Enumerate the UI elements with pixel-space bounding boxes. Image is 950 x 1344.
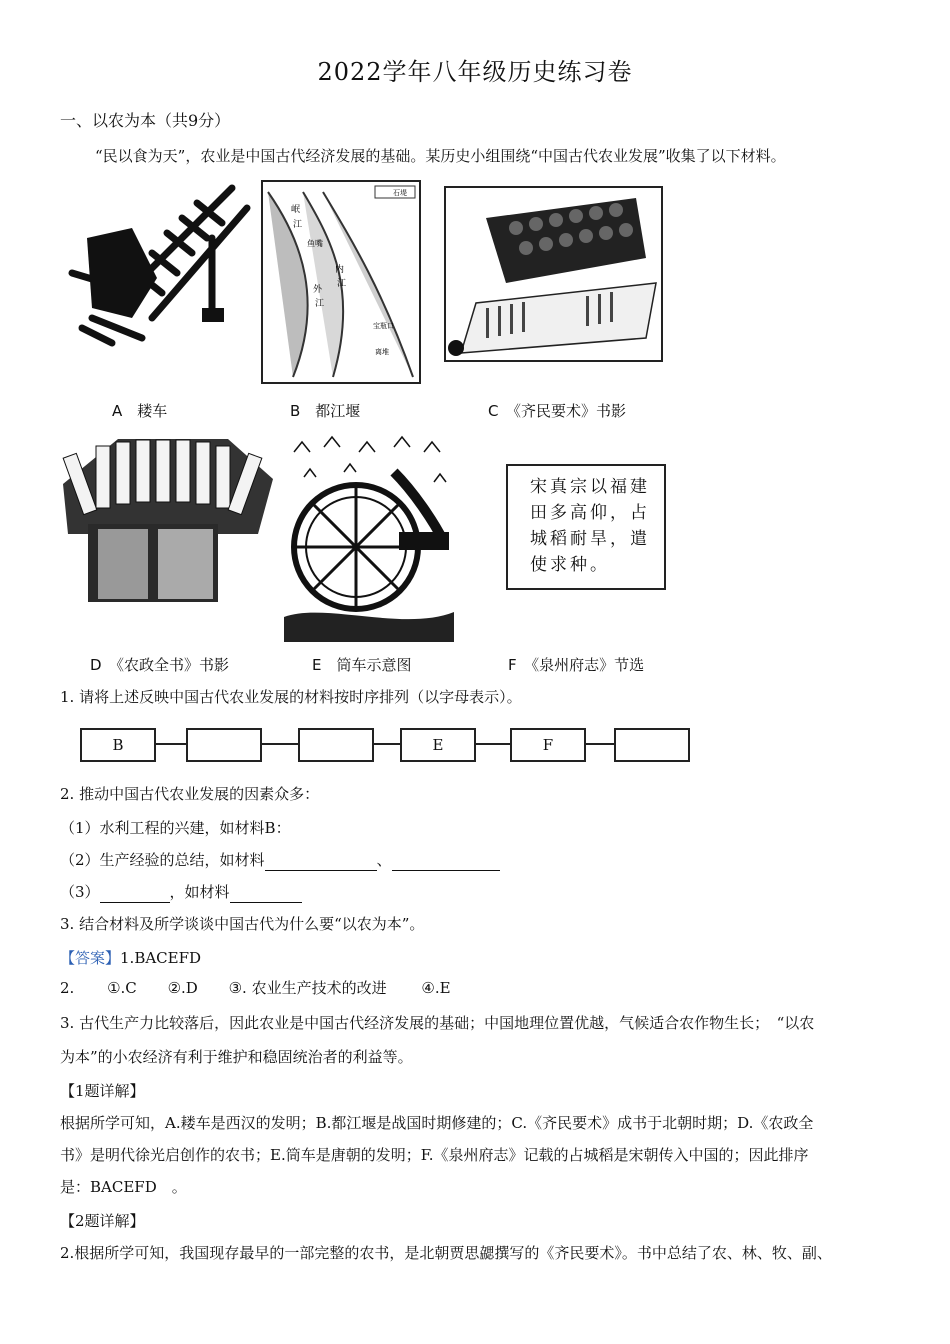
answer-blank-2[interactable] (392, 854, 500, 871)
svg-text:鱼嘴: 鱼嘴 (307, 239, 323, 248)
detail-2-heading: 【2题详解】 (60, 1212, 145, 1230)
sequence-box-1[interactable]: B (80, 728, 156, 762)
svg-text:宝瓶口: 宝瓶口 (373, 322, 394, 330)
answer-blank-4[interactable] (230, 886, 302, 903)
intro-paragraph: “民以食为天”，农业是中国古代经济发展的基础。某历史小组围绕“中国古代农业发展”收集了以下材料。 (95, 147, 786, 165)
material-b-caption: B 都江堰 (290, 402, 361, 420)
dujiangyan-map-icon (263, 182, 419, 382)
material-f-caption: F 《泉州府志》节选 (508, 656, 645, 674)
answer-blank-3[interactable] (100, 886, 170, 903)
page-title: 2022学年八年级历史练习卷 (317, 58, 633, 86)
question-2: 2. 推动中国古代农业发展的因素众多： (60, 785, 320, 803)
material-f-text: 宋真宗以福建田多高仰，占城稻耐旱，遣使求种。 (530, 477, 650, 575)
answer-3-line-2: 为本”的小农经济有利于维护和稳固统治者的利益等。 (60, 1048, 413, 1066)
book-scroll-icon (446, 188, 661, 360)
question-2-1: （1）水利工程的兴建，如材料B： (60, 819, 291, 837)
material-e-image (284, 432, 454, 642)
material-d-image (58, 434, 276, 606)
map-legend-text: 石堤 (393, 189, 407, 197)
detail-2-line-1: 2.根据所学可知，我国现存最早的一部完整的农书，是北朝贾思勰撰写的《齐民要术》。书中总结了农、林、牧、副、 (60, 1244, 832, 1262)
sequence-box-3[interactable] (298, 728, 374, 762)
material-b-image (261, 180, 421, 384)
svg-text:离堆: 离堆 (375, 348, 389, 356)
svg-text:内: 内 (335, 265, 345, 275)
sequence-box-5[interactable]: F (510, 728, 586, 762)
water-wheel-icon (284, 432, 454, 642)
seed-drill-icon (62, 178, 252, 388)
detail-1-line-2: 书》是明代徐光启创作的农书；E.筒车是唐朝的发明；F.《泉州府志》记载的占城稻是宋朝传入中国的；因此排序 (60, 1146, 809, 1164)
answer-blank-1[interactable] (265, 854, 377, 871)
material-a-caption: A 耧车 (112, 402, 168, 420)
sequence-box-2[interactable] (186, 728, 262, 762)
question-3: 3. 结合材料及所学谈谈中国古代为什么要“以农为本”。 (60, 915, 425, 933)
sequence-box-4[interactable]: E (400, 728, 476, 762)
material-e-caption: E 筒车示意图 (312, 656, 412, 674)
question-2-3: （3） ，如材料 (60, 881, 302, 903)
section-heading: 一、以农为本（共9分） (60, 111, 231, 130)
material-c-caption: C 《齐民要术》书影 (488, 402, 626, 420)
svg-text:江: 江 (337, 279, 347, 289)
detail-1-heading: 【1题详解】 (60, 1082, 145, 1100)
material-c-image (444, 186, 663, 362)
svg-text:江: 江 (293, 220, 303, 230)
svg-text:江: 江 (315, 299, 325, 309)
question-2-2: （2）生产经验的总结，如材料 、 (60, 849, 500, 871)
svg-text:岷: 岷 (291, 205, 301, 215)
detail-1-line-3: 是：BACEFD 。 (60, 1178, 187, 1196)
question-1: 1. 请将上述反映中国古代农业发展的材料按时序排列（以字母表示）。 (60, 688, 522, 706)
detail-1-line-1: 根据所学可知，A.耧车是西汉的发明；B.都江堰是战国时期修建的；C.《齐民要术》成书于北朝时期；D.《农政全 (60, 1114, 814, 1132)
answer-line-2: 2. ①.C ②.D ③. 农业生产技术的改进 ④.E (60, 979, 451, 997)
answer-tag: 【答案】 (60, 949, 121, 967)
answer-line-1: 【答案】1.BACEFD (60, 949, 202, 967)
material-f-box (506, 464, 666, 590)
sequence-connector (80, 743, 680, 745)
sequence-box-6[interactable] (614, 728, 690, 762)
svg-text:外: 外 (313, 285, 323, 295)
material-a-image (62, 178, 252, 388)
answer-3-line-1: 3. 古代生产力比较落后，因此农业是中国古代经济发展的基础；中国地理位置优越，气候适合农作物生长； “以农 (60, 1014, 815, 1032)
book-volumes-icon (58, 434, 276, 606)
material-d-caption: D 《农政全书》书影 (90, 656, 230, 674)
